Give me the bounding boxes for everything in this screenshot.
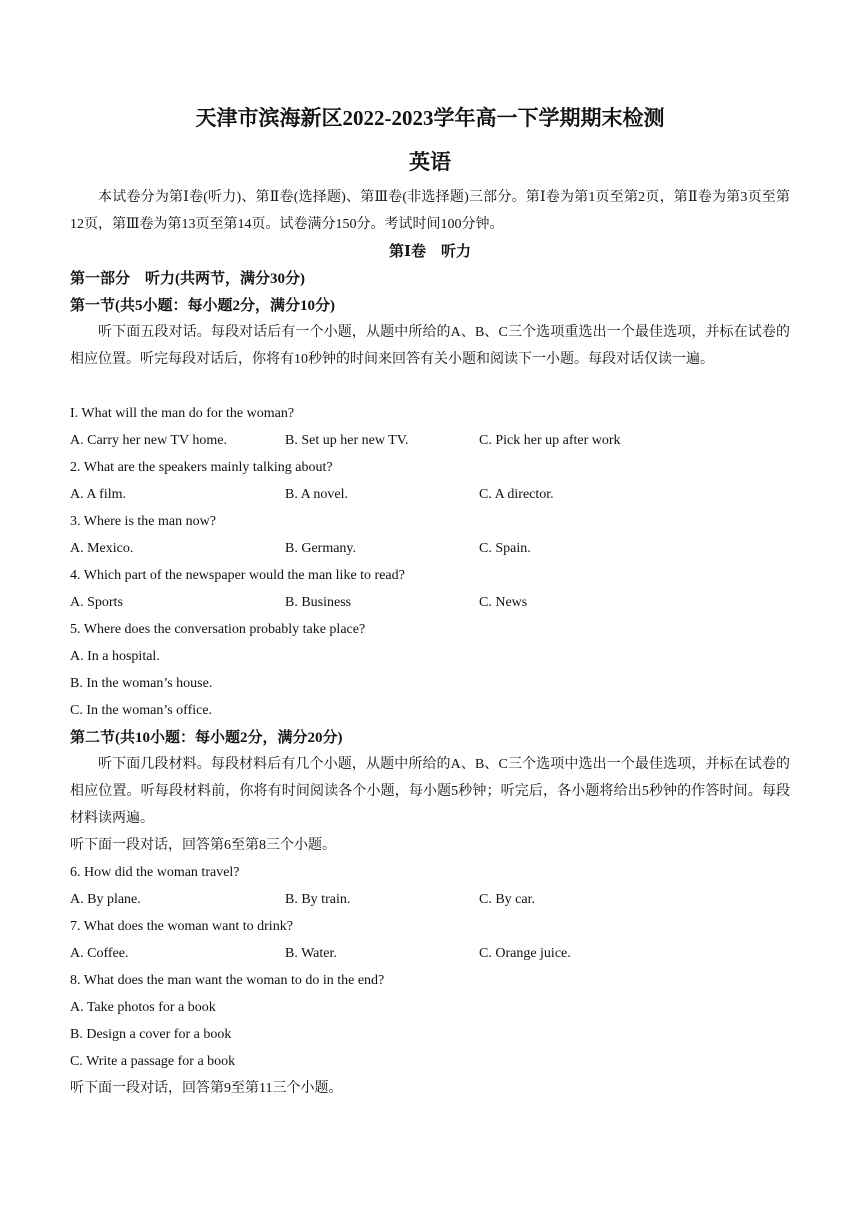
q1-option-a: A. Carry her new TV home. <box>70 433 227 448</box>
q5-option-b: B. In the woman’s house. <box>70 676 213 691</box>
question-6: 6. How did the woman travel? <box>70 865 240 880</box>
question-1: I. What will the man do for the woman? <box>70 406 295 421</box>
q4-option-b: B. Business <box>285 595 352 610</box>
question-2: 2. What are the speakers mainly talking about? <box>70 460 333 475</box>
dialog-intro-9-11: 听下面一段对话，回答第9至第11三个小题。 <box>70 1081 343 1096</box>
section2-title: 第二节(共10小题：每小题2分，满分20分) <box>70 730 343 746</box>
volume-title: 第Ⅰ卷 听力 <box>388 244 472 260</box>
q3-option-a: A. Mexico. <box>70 541 134 556</box>
q6-option-a: A. By plane. <box>70 892 141 907</box>
q5-option-c: C. In the woman’s office. <box>70 703 213 718</box>
q7-option-b: B. Water. <box>285 946 337 961</box>
question-8: 8. What does the man want the woman to do in the end? <box>70 973 385 988</box>
q2-option-a: A. A film. <box>70 487 127 502</box>
section2-instructions: 听下面几段材料。每段材料后有几个小题，从题中所给的A、B、C三个选项中选出一个最佳选项，并标在试卷的相应位置。听每段材料前，你将有时间阅读各个小题，每小题5秒钟；听完后，各小题将给出5秒钟的作答时间。每段材料读两遍。 <box>70 757 790 826</box>
q1-option-b: B. Set up her new TV. <box>285 433 409 448</box>
q2-option-b: B. A novel. <box>285 487 349 502</box>
q8-option-b: B. Design a cover for a book <box>70 1027 232 1042</box>
q3-option-c: C. Spain. <box>479 541 531 556</box>
q5-option-a: A. In a hospital. <box>70 649 160 664</box>
section1-title: 第一节(共5小题：每小题2分，满分10分) <box>70 298 335 314</box>
q4-option-a: A. Sports <box>70 595 123 610</box>
q8-option-a: A. Take photos for a book <box>70 1000 216 1015</box>
q2-option-c: C. A director. <box>479 487 554 502</box>
question-3: 3. Where is the man now? <box>70 514 216 529</box>
section1-instructions: 听下面五段对话。每段对话后有一个小题，从题中所给的A、B、C三个选项重选出一个最佳选项，并标在试卷的相应位置。听完每段对话后，你将有10秒钟的时间来回答有关小题和阅读下一小题。每段对话仅读一遍。 <box>70 325 790 367</box>
q7-option-a: A. Coffee. <box>70 946 129 961</box>
q6-option-c: C. By car. <box>479 892 535 907</box>
intro-paragraph: 本试卷分为第Ⅰ卷(听力)、第Ⅱ卷(选择题)、第Ⅲ卷(非选择题)三部分。第Ⅰ卷为第1页至第2页，第Ⅱ卷为第3页至第12页，第Ⅲ卷为第13页至第14页。试卷满分150分。考试时间100分钟。 <box>70 190 790 232</box>
question-4: 4. Which part of the newspaper would the man like to read? <box>70 568 405 583</box>
q8-option-c: C. Write a passage for a book <box>70 1054 236 1069</box>
subject-title: 英语 <box>409 150 451 174</box>
q7-option-c: C. Orange juice. <box>479 946 571 961</box>
dialog-intro-6-8: 听下面一段对话，回答第6至第8三个小题。 <box>70 838 336 853</box>
q3-option-b: B. Germany. <box>285 541 357 556</box>
question-7: 7. What does the woman want to drink? <box>70 919 293 934</box>
exam-title: 天津市滨海新区2022-2023学年高一下学期期末检测 <box>195 106 665 130</box>
q6-option-b: B. By train. <box>285 892 351 907</box>
q1-option-c: C. Pick her up after work <box>479 433 621 448</box>
q4-option-c: C. News <box>479 595 528 610</box>
question-5: 5. Where does the conversation probably take place? <box>70 622 366 637</box>
part1-title: 第一部分 听力(共两节，满分30分) <box>70 271 305 287</box>
